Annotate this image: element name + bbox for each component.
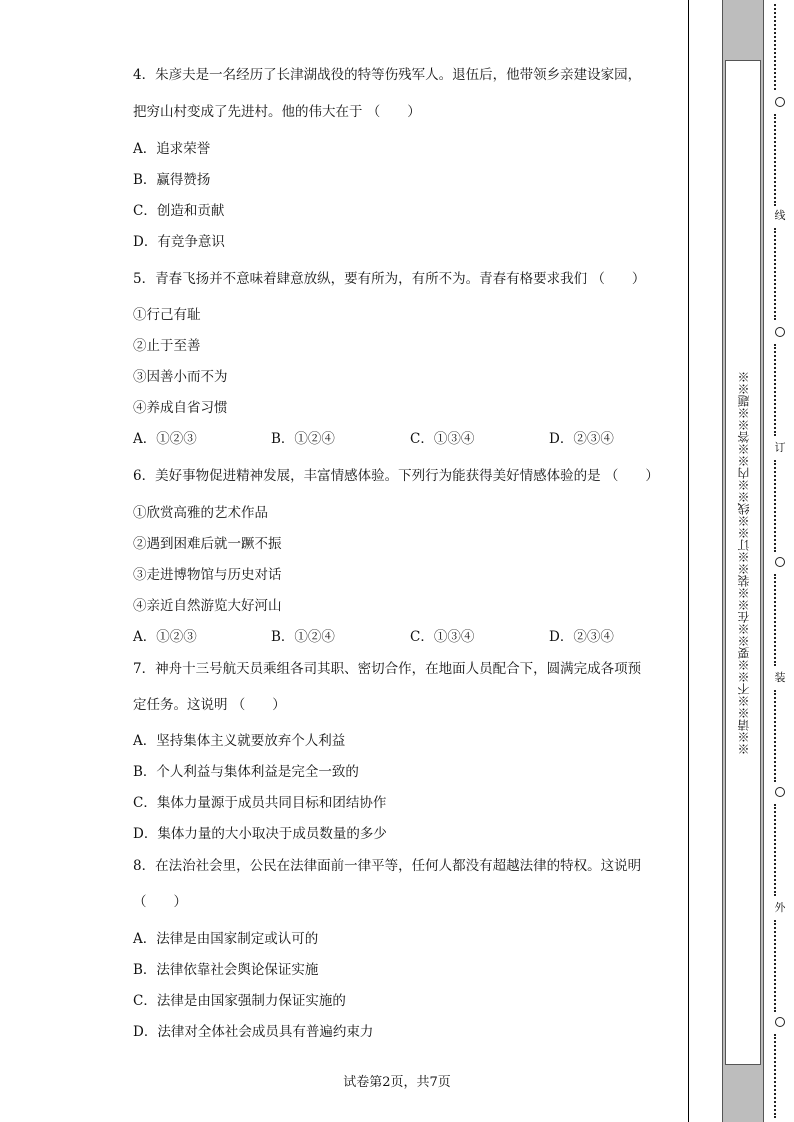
binding-notice	[725, 60, 761, 1065]
binding-dots	[774, 344, 786, 436]
q6-option-c: C．①③④	[410, 629, 475, 645]
q5-item-3: ③因善小而不为	[133, 369, 228, 385]
q6-option-a: A．①②③	[133, 629, 197, 645]
q5-option-c: C．①③④	[410, 431, 475, 447]
binding-dots	[774, 920, 786, 1012]
q6-option-b: B．①②④	[271, 629, 335, 645]
q8-option-d: D．法律对全体社会成员具有普遍约束力	[133, 1024, 374, 1040]
binding-circle	[775, 327, 785, 337]
q7-option-d: D．集体力量的大小取决于成员数量的多少	[133, 826, 387, 842]
q8-option-b: B．法律依靠社会舆论保证实施	[133, 962, 319, 978]
binding-circle	[775, 557, 785, 567]
q7-option-c: C．集体力量源于成员共同目标和团结协作	[133, 795, 387, 811]
q8-stem-line-1: 8．在法治社会里，公民在法律面前一律平等，任何人都没有超越法律的特权。这说明	[133, 858, 642, 874]
q6-item-2: ②遇到困难后就一蹶不振	[133, 536, 282, 552]
binding-label-wai: 外	[774, 901, 786, 914]
q7-stem-line-2: 定任务。这说明 （ ）	[133, 697, 286, 713]
q5-option-a: A．①②③	[133, 431, 197, 447]
q5-stem-line-1: 5．青春飞扬并不意味着肆意放纵，要有所为，有所不为。青春有格要求我们 （ ）	[133, 271, 646, 287]
q7-option-a: A．坚持集体主义就要放弃个人利益	[133, 733, 346, 749]
q4-option-c: C．创造和贡献	[133, 203, 225, 219]
binding-dots	[774, 228, 786, 320]
binding-line	[770, 0, 790, 1122]
binding-label-xian: 线	[774, 209, 786, 222]
binding-notice-text: ※※请※※不※※要※※在※※装※※订※※线※※内※※答※※题※※	[736, 370, 751, 755]
binding-dots	[774, 4, 786, 90]
q6-option-d: D．②③④	[549, 629, 614, 645]
q6-item-4: ④亲近自然游览大好河山	[133, 598, 282, 614]
binding-circle	[775, 97, 785, 107]
q4-option-d: D．有竞争意识	[133, 234, 225, 250]
binding-dots	[774, 804, 786, 896]
page-footer: 试卷第2页，共7页	[343, 1075, 451, 1090]
binding-dots	[774, 690, 786, 782]
binding-dots	[774, 114, 786, 206]
q4-option-b: B．赢得赞扬	[133, 172, 211, 188]
binding-label-zhuang: 装	[774, 671, 786, 684]
q5-option-d: D．②③④	[549, 431, 614, 447]
binding-circle	[775, 1017, 785, 1027]
q7-stem-line-1: 7．神舟十三号航天员乘组各司其职、密切合作，在地面人员配合下，圆满完成各项预	[133, 661, 642, 677]
binding-dots	[774, 1034, 786, 1118]
binding-dots	[774, 574, 786, 666]
q7-option-b: B．个人利益与集体利益是完全一致的	[133, 764, 359, 780]
q6-stem-line-1: 6．美好事物促进精神发展，丰富情感体验。下列行为能获得美好情感体验的是 （ ）	[133, 468, 659, 484]
q4-stem-line-2: 把穷山村变成了先进村。他的伟大在于 （ ）	[133, 104, 421, 120]
q5-item-1: ①行己有耻	[133, 307, 201, 323]
q8-stem-line-2: （ ）	[133, 894, 187, 910]
q5-item-2: ②止于至善	[133, 338, 201, 354]
q6-item-1: ①欣赏高雅的艺术作品	[133, 505, 268, 521]
q8-option-c: C．法律是由国家强制力保证实施的	[133, 993, 346, 1009]
q5-item-4: ④养成自省习惯	[133, 400, 228, 416]
q8-option-a: A．法律是由国家制定或认可的	[133, 931, 319, 947]
binding-label-ding: 订	[774, 441, 786, 454]
binding-circle	[775, 787, 785, 797]
q4-option-a: A．追求荣誉	[133, 141, 211, 157]
q4-stem-line-1: 4．朱彦夫是一名经历了长津湖战役的特等伤残军人。退伍后，他带领乡亲建设家园，	[133, 67, 642, 83]
margin-divider	[688, 0, 689, 1122]
q6-item-3: ③走进博物馆与历史对话	[133, 567, 282, 583]
q5-option-b: B．①②④	[271, 431, 335, 447]
binding-dots	[774, 460, 786, 552]
